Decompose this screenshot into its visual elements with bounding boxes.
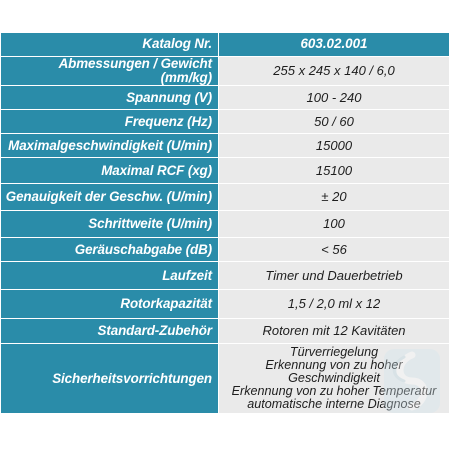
row-label: Maximalgeschwindigkeit (U/min): [1, 134, 219, 158]
table-row: [1, 319, 450, 344]
table-row: [1, 262, 450, 290]
row-value: 100 - 240: [219, 86, 450, 110]
catalog-number: 603.02.001: [219, 33, 450, 57]
table-row: [1, 184, 450, 211]
row-value: Timer und Dauerbetrieb: [219, 262, 450, 290]
row-value: 255 x 245 x 140 / 6,0: [219, 57, 450, 86]
table-row: [1, 86, 450, 110]
row-label: Laufzeit: [1, 262, 219, 290]
safety-features: [219, 344, 450, 414]
row-value: 15100: [219, 158, 450, 184]
row-value: ± 20: [219, 184, 450, 211]
row-value: 1,5 / 2,0 ml x 12: [219, 290, 450, 319]
row-value: < 56: [219, 238, 450, 262]
table-row: [1, 158, 450, 184]
safety-row: [1, 344, 450, 414]
table-header-row: [1, 33, 450, 57]
row-label: Standard-Zubehör: [1, 319, 219, 344]
row-value: 100: [219, 211, 450, 238]
table-row: [1, 110, 450, 134]
table-row: [1, 211, 450, 238]
safety-feature-line: Türverriegelung: [289, 344, 379, 359]
table-row: [1, 134, 450, 158]
safety-feature-line: Erkennung von zu hoher Temperatur: [231, 384, 437, 399]
table-row: [1, 290, 450, 319]
row-label: Frequenz (Hz): [1, 110, 219, 134]
safety-feature-line: automatische interne Diagnose: [247, 397, 421, 412]
row-label: Rotorkapazität: [1, 290, 219, 319]
row-label: Schrittweite (U/min): [1, 211, 219, 238]
row-value: 15000: [219, 134, 450, 158]
row-label: Spannung (V): [1, 86, 219, 110]
row-value: Rotoren mit 12 Kavitäten: [219, 319, 450, 344]
safety-label: Sicherheitsvorrichtungen: [1, 344, 219, 414]
table-row: [1, 57, 450, 86]
safety-feature-line: Erkennung von zu hoher Geschwindigkeit: [265, 357, 403, 386]
table-row: [1, 238, 450, 262]
catalog-label: Katalog Nr.: [1, 33, 219, 57]
row-label: Abmessungen / Gewicht (mm/kg): [1, 57, 219, 86]
row-label: Maximal RCF (xg): [1, 158, 219, 184]
spec-table: [0, 32, 450, 414]
row-value: 50 / 60: [219, 110, 450, 134]
row-label: Geräuschabgabe (dB): [1, 238, 219, 262]
row-label: Genauigkeit der Geschw. (U/min): [1, 184, 219, 211]
